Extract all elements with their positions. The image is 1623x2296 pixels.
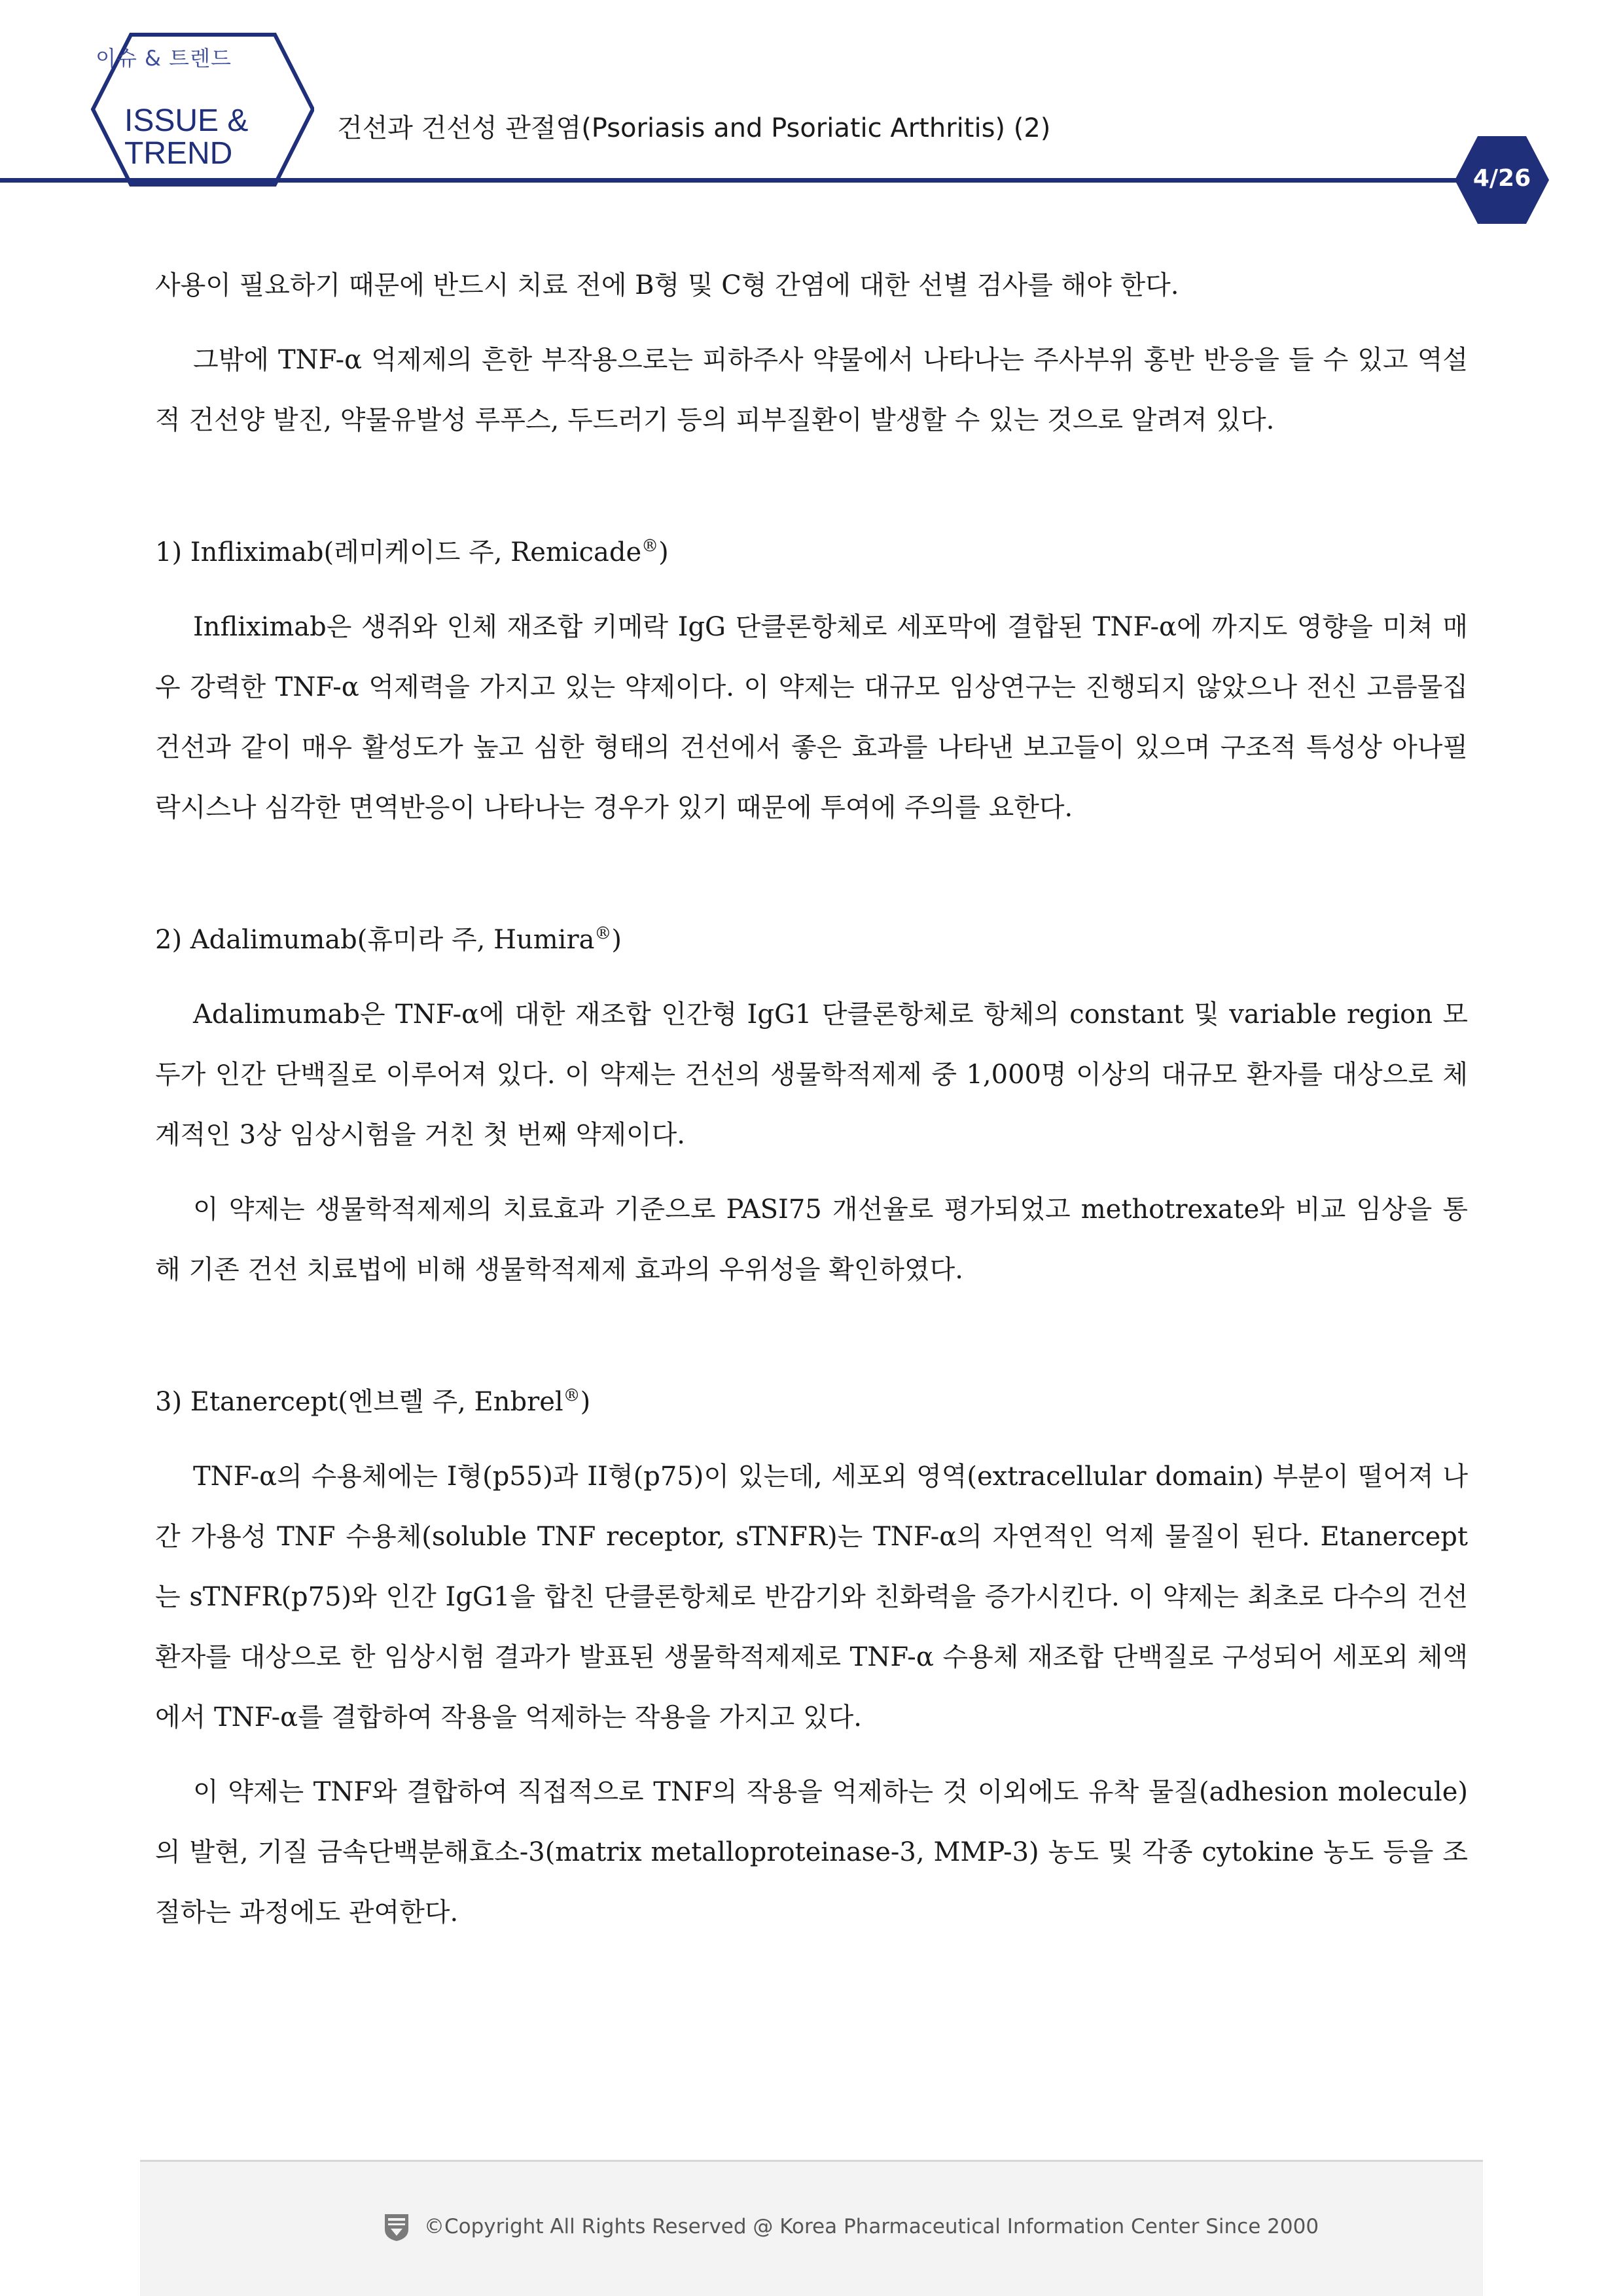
logo-issue-label: ISSUE & xyxy=(124,103,249,138)
closing-paren: ) xyxy=(611,925,622,955)
registered-mark: ® xyxy=(563,1386,580,1406)
section-heading-etanercept xyxy=(155,1372,1468,1432)
closing-paren: ) xyxy=(580,1387,591,1417)
registered-mark: ® xyxy=(594,924,612,944)
page-header xyxy=(0,0,1623,216)
kpic-emblem-icon xyxy=(383,2212,410,2242)
section-heading-text: 2) Adalimumab(휴미라 주, Humira xyxy=(155,925,595,955)
footer-rule xyxy=(140,2160,1483,2162)
section-heading-text: 1) Infliximab(레미케이드 주, Remicade xyxy=(155,537,642,567)
logo-korean-label: 이슈 & 트렌드 xyxy=(96,46,232,71)
paragraph: 그밖에 TNF-α 억제제의 흔한 부작용으로는 피하주사 약물에서 나타나는 주사부위 홍반 반응을 들 수 있고 역설적 건선양 발진, 약물유발성 루푸스, 두드러기 등의 피부질환이 발생할 수 있는 것으로 알려져 있다. xyxy=(155,345,1468,435)
logo-trend-label: TREND xyxy=(124,136,233,171)
paragraph: 사용이 필요하기 때문에 반드시 치료 전에 B형 및 C형 간염에 대한 선별 검사를 해야 한다. xyxy=(155,270,1179,300)
header-rule xyxy=(0,178,1466,183)
paragraph: Adalimumab은 TNF-α에 대한 재조합 인간형 IgG1 단클론항체로 항체의 constant 및 variable region 모두가 인간 단백질로 이루어져 있다. 이 약제는 건선의 생물학적제제 중 1,000명 이상의 대규모 환자를 대상으로 체계적인 3상 임상시험을 거친 첫 번째 약제이다. xyxy=(155,999,1468,1150)
paragraph: 이 약제는 TNF와 결합하여 직접적으로 TNF의 작용을 억제하는 것 이외에도 유착 물질(adhesion molecule)의 발현, 기질 금속단백분해효소-3(matrix metalloproteinase-3, MMP-3) 농도 및 각종 cytokine 농도 등을 조절하는 과정에도 관여한다. xyxy=(155,1777,1468,1928)
registered-mark: ® xyxy=(641,536,659,556)
closing-paren: ) xyxy=(658,537,669,567)
document-title: 건선과 건선성 관절염(Psoriasis and Psoriatic Arthritis) (2) xyxy=(337,113,1051,143)
paragraph: 이 약제는 생물학적제제의 치료효과 기준으로 PASI75 개선율로 평가되었고 methotrexate와 비교 임상을 통해 기존 건선 치료법에 비해 생물학적제제 효과의 우위성을 확인하였다. xyxy=(155,1194,1468,1285)
copyright-notice: ©Copyright All Rights Reserved @ Korea Pharmaceutical Information Center Since 2000 xyxy=(424,2215,1319,2238)
section-heading-adalimumab xyxy=(155,910,1468,970)
document-body xyxy=(155,255,1468,1943)
page-number: 4/26 xyxy=(1472,165,1531,192)
section-heading-infliximab xyxy=(155,522,1468,583)
paragraph: Infliximab은 생쥐와 인체 재조합 키메락 IgG 단클론항체로 세포막에 결합된 TNF-α에 까지도 영향을 미쳐 매우 강력한 TNF-α 억제력을 가지고 있는 약제이다. 이 약제는 대규모 임상연구는 진행되지 않았으나 전신 고름물집 건선과 같이 매우 활성도가 높고 심한 형태의 건선에서 좋은 효과를 나타낸 보고들이 있으며 구조적 특성상 아나필락시스나 심각한 면역반응이 나타나는 경우가 있기 때문에 투여에 주의를 요한다. xyxy=(155,612,1468,823)
paragraph: TNF-α의 수용체에는 I형(p55)과 II형(p75)이 있는데, 세포외 영역(extracellular domain) 부분이 떨어져 나간 가용성 TNF 수용체(soluble TNF receptor, sTNFR)는 TNF-α의 자연적인 억제 물질이 된다. Etanercept는 sTNFR(p75)와 인간 IgG1을 합친 단클론항체로 반감기와 친화력을 증가시킨다. 이 약제는 최초로 다수의 건선 환자를 대상으로 한 임상시험 결과가 발표된 생물학적제제로 TNF-α 수용체 재조합 단백질로 구성되어 세포외 체액에서 TNF-α를 결합하여 작용을 억제하는 작용을 가지고 있다. xyxy=(155,1462,1468,1732)
section-heading-text: 3) Etanercept(엔브렐 주, Enbrel xyxy=(155,1387,563,1417)
